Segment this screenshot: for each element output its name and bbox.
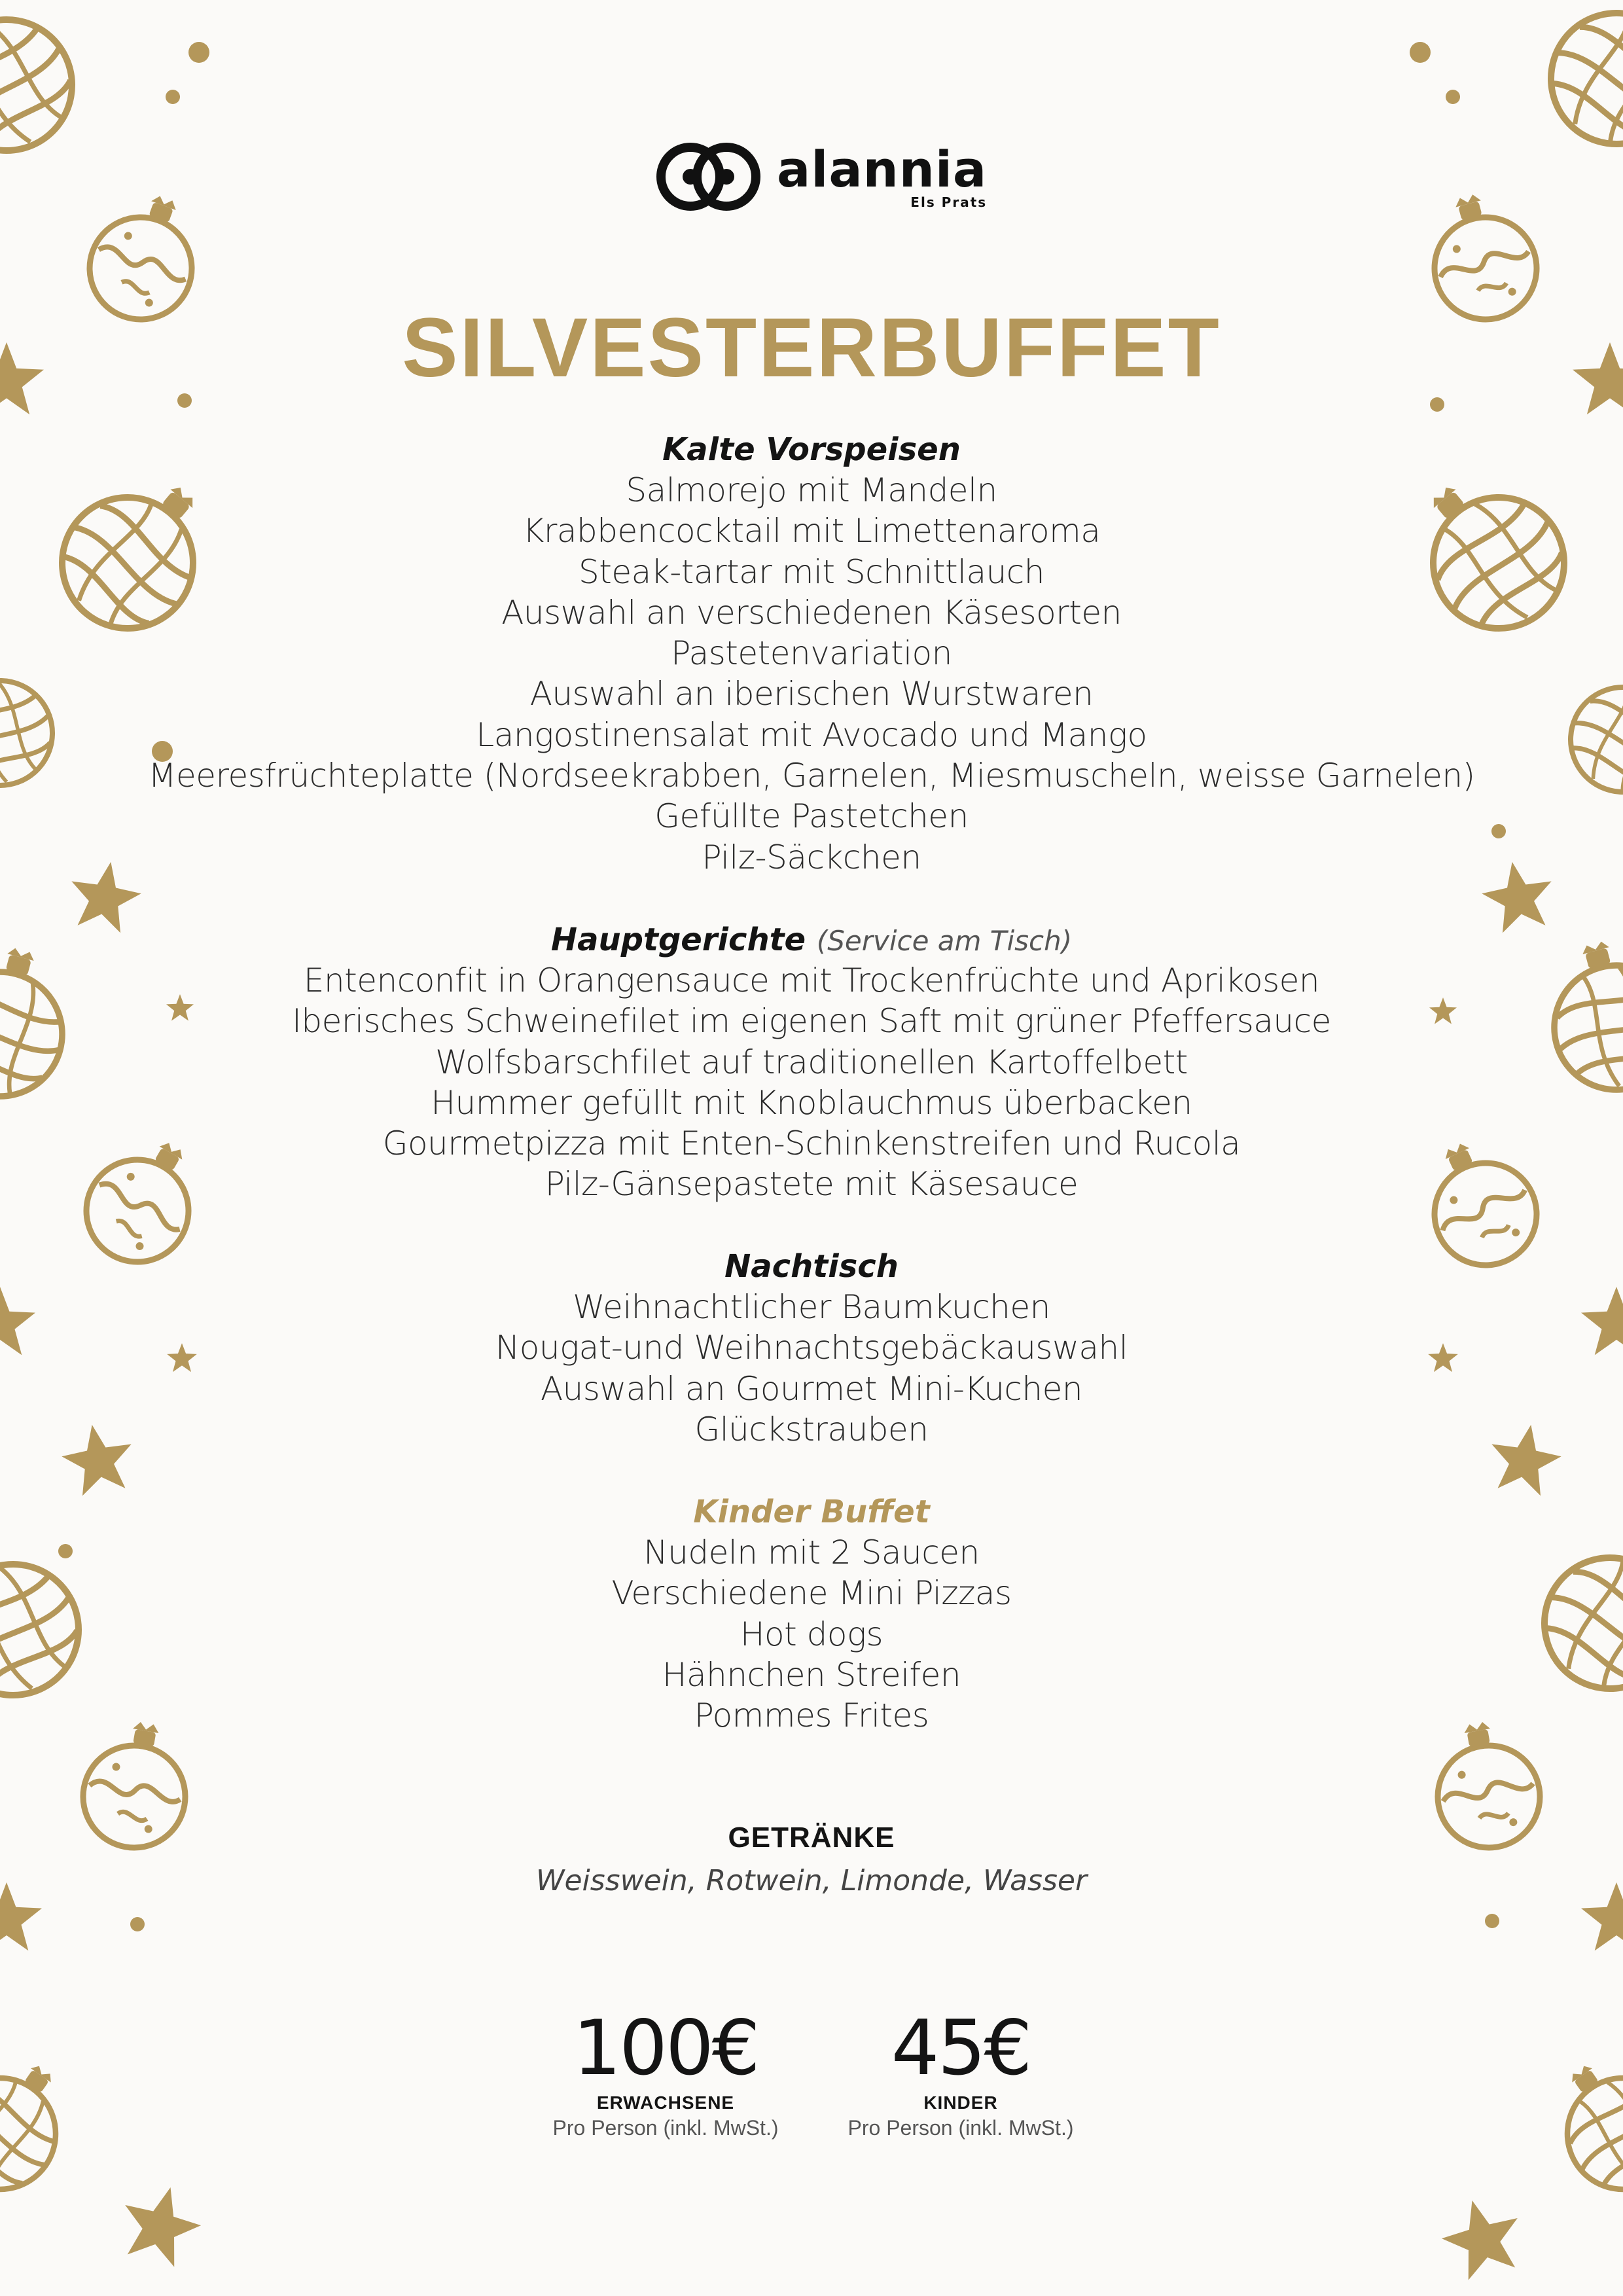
price-note: Pro Person (inkl. MwSt.)	[552, 2116, 779, 2140]
menu-item: Gourmetpizza mit Enten-Schinkenstreifen und Rucola	[382, 1124, 1241, 1163]
menu-item: Iberisches Schweinefilet im eigenen Saft mit grüner Pfeffersauce	[292, 1002, 1331, 1041]
section-heading: Nachtisch	[724, 1248, 899, 1285]
section-heading: Kalte Vorspeisen	[662, 431, 961, 468]
menu-item: Wolfsbarschfilet auf traditionellen Kartoffelbett	[435, 1043, 1188, 1081]
menu-item: Hähnchen Streifen	[662, 1655, 961, 1694]
section-heading: Kinder Buffet	[693, 1494, 930, 1530]
menu-item: Pilz-Säckchen	[702, 838, 921, 876]
menu-item: Pilz-Gänsepastete mit Käsesauce	[544, 1165, 1079, 1204]
menu-item: Nougat-und Weihnachtsgebäckauswahl	[495, 1329, 1128, 1367]
price-children	[764, 2006, 1157, 2141]
menu-item: Hot dogs	[740, 1615, 883, 1653]
section-hauptgerichte	[0, 920, 1623, 1205]
price-note: Pro Person (inkl. MwSt.)	[847, 2116, 1074, 2140]
page-title: SILVESTERBUFFET	[402, 301, 1221, 395]
menu-item: Weihnachtlicher Baumkuchen	[573, 1288, 1050, 1326]
menu-item: Pastetenvariation	[671, 634, 952, 673]
menu-item: Nudeln mit 2 Saucen	[643, 1534, 980, 1571]
price-label: ERWACHSENE	[596, 2092, 735, 2113]
price-amount: 100€	[573, 2004, 758, 2092]
price-amount: 45€	[891, 2004, 1031, 2092]
alannia-logo	[654, 134, 987, 219]
menu-item: Auswahl an verschiedenen Käsesorten	[501, 593, 1122, 632]
menu-item: Gefüllte Pastetchen	[654, 797, 969, 836]
menu-item: Entenconfit in Orangensauce mit Trockenfrüchte und Aprikosen	[303, 961, 1320, 999]
section-kalte-vorspeisen	[0, 429, 1623, 878]
menu-item: Glückstrauben	[694, 1410, 929, 1448]
section-kinder-buffet	[0, 1492, 1623, 1736]
menu-item: Steak-tartar mit Schnittlauch	[579, 552, 1044, 591]
section-heading-text: Hauptgerichte	[550, 922, 806, 958]
menu-item: Langostinensalat mit Avocado und Mango	[476, 715, 1147, 754]
drinks-list: Weisswein, Rotwein, Limonde, Wasser	[535, 1864, 1088, 1897]
drinks-heading: GETRÄNKE	[728, 1821, 895, 1854]
menu-item: Auswahl an iberischen Wurstwaren	[529, 675, 1094, 713]
section-heading	[0, 920, 1623, 960]
menu-item: Salmorejo mit Mandeln	[626, 471, 997, 509]
menu-item: Hummer gefüllt mit Knoblauchmus überbacken	[431, 1083, 1192, 1122]
menu-item: Verschiedene Mini Pizzas	[611, 1574, 1012, 1613]
section-nachtisch	[0, 1246, 1623, 1450]
menu-item: Pommes Frites	[694, 1696, 929, 1735]
linked-rings-icon	[654, 141, 762, 213]
menu-item: Krabbencocktail mit Limettenaroma	[522, 512, 1101, 550]
logo-location: Els Prats	[910, 194, 988, 210]
menu-item: Meeresfrüchteplatte (Nordseekrabben, Garnelen, Miesmuscheln, weisse Garnelen)	[148, 757, 1475, 795]
menu-item: Auswahl an Gourmet Mini-Kuchen	[540, 1369, 1083, 1408]
logo-brand: alannia	[777, 140, 988, 198]
section-note: (Service am Tisch)	[816, 925, 1073, 957]
price-label: KINDER	[923, 2092, 998, 2113]
